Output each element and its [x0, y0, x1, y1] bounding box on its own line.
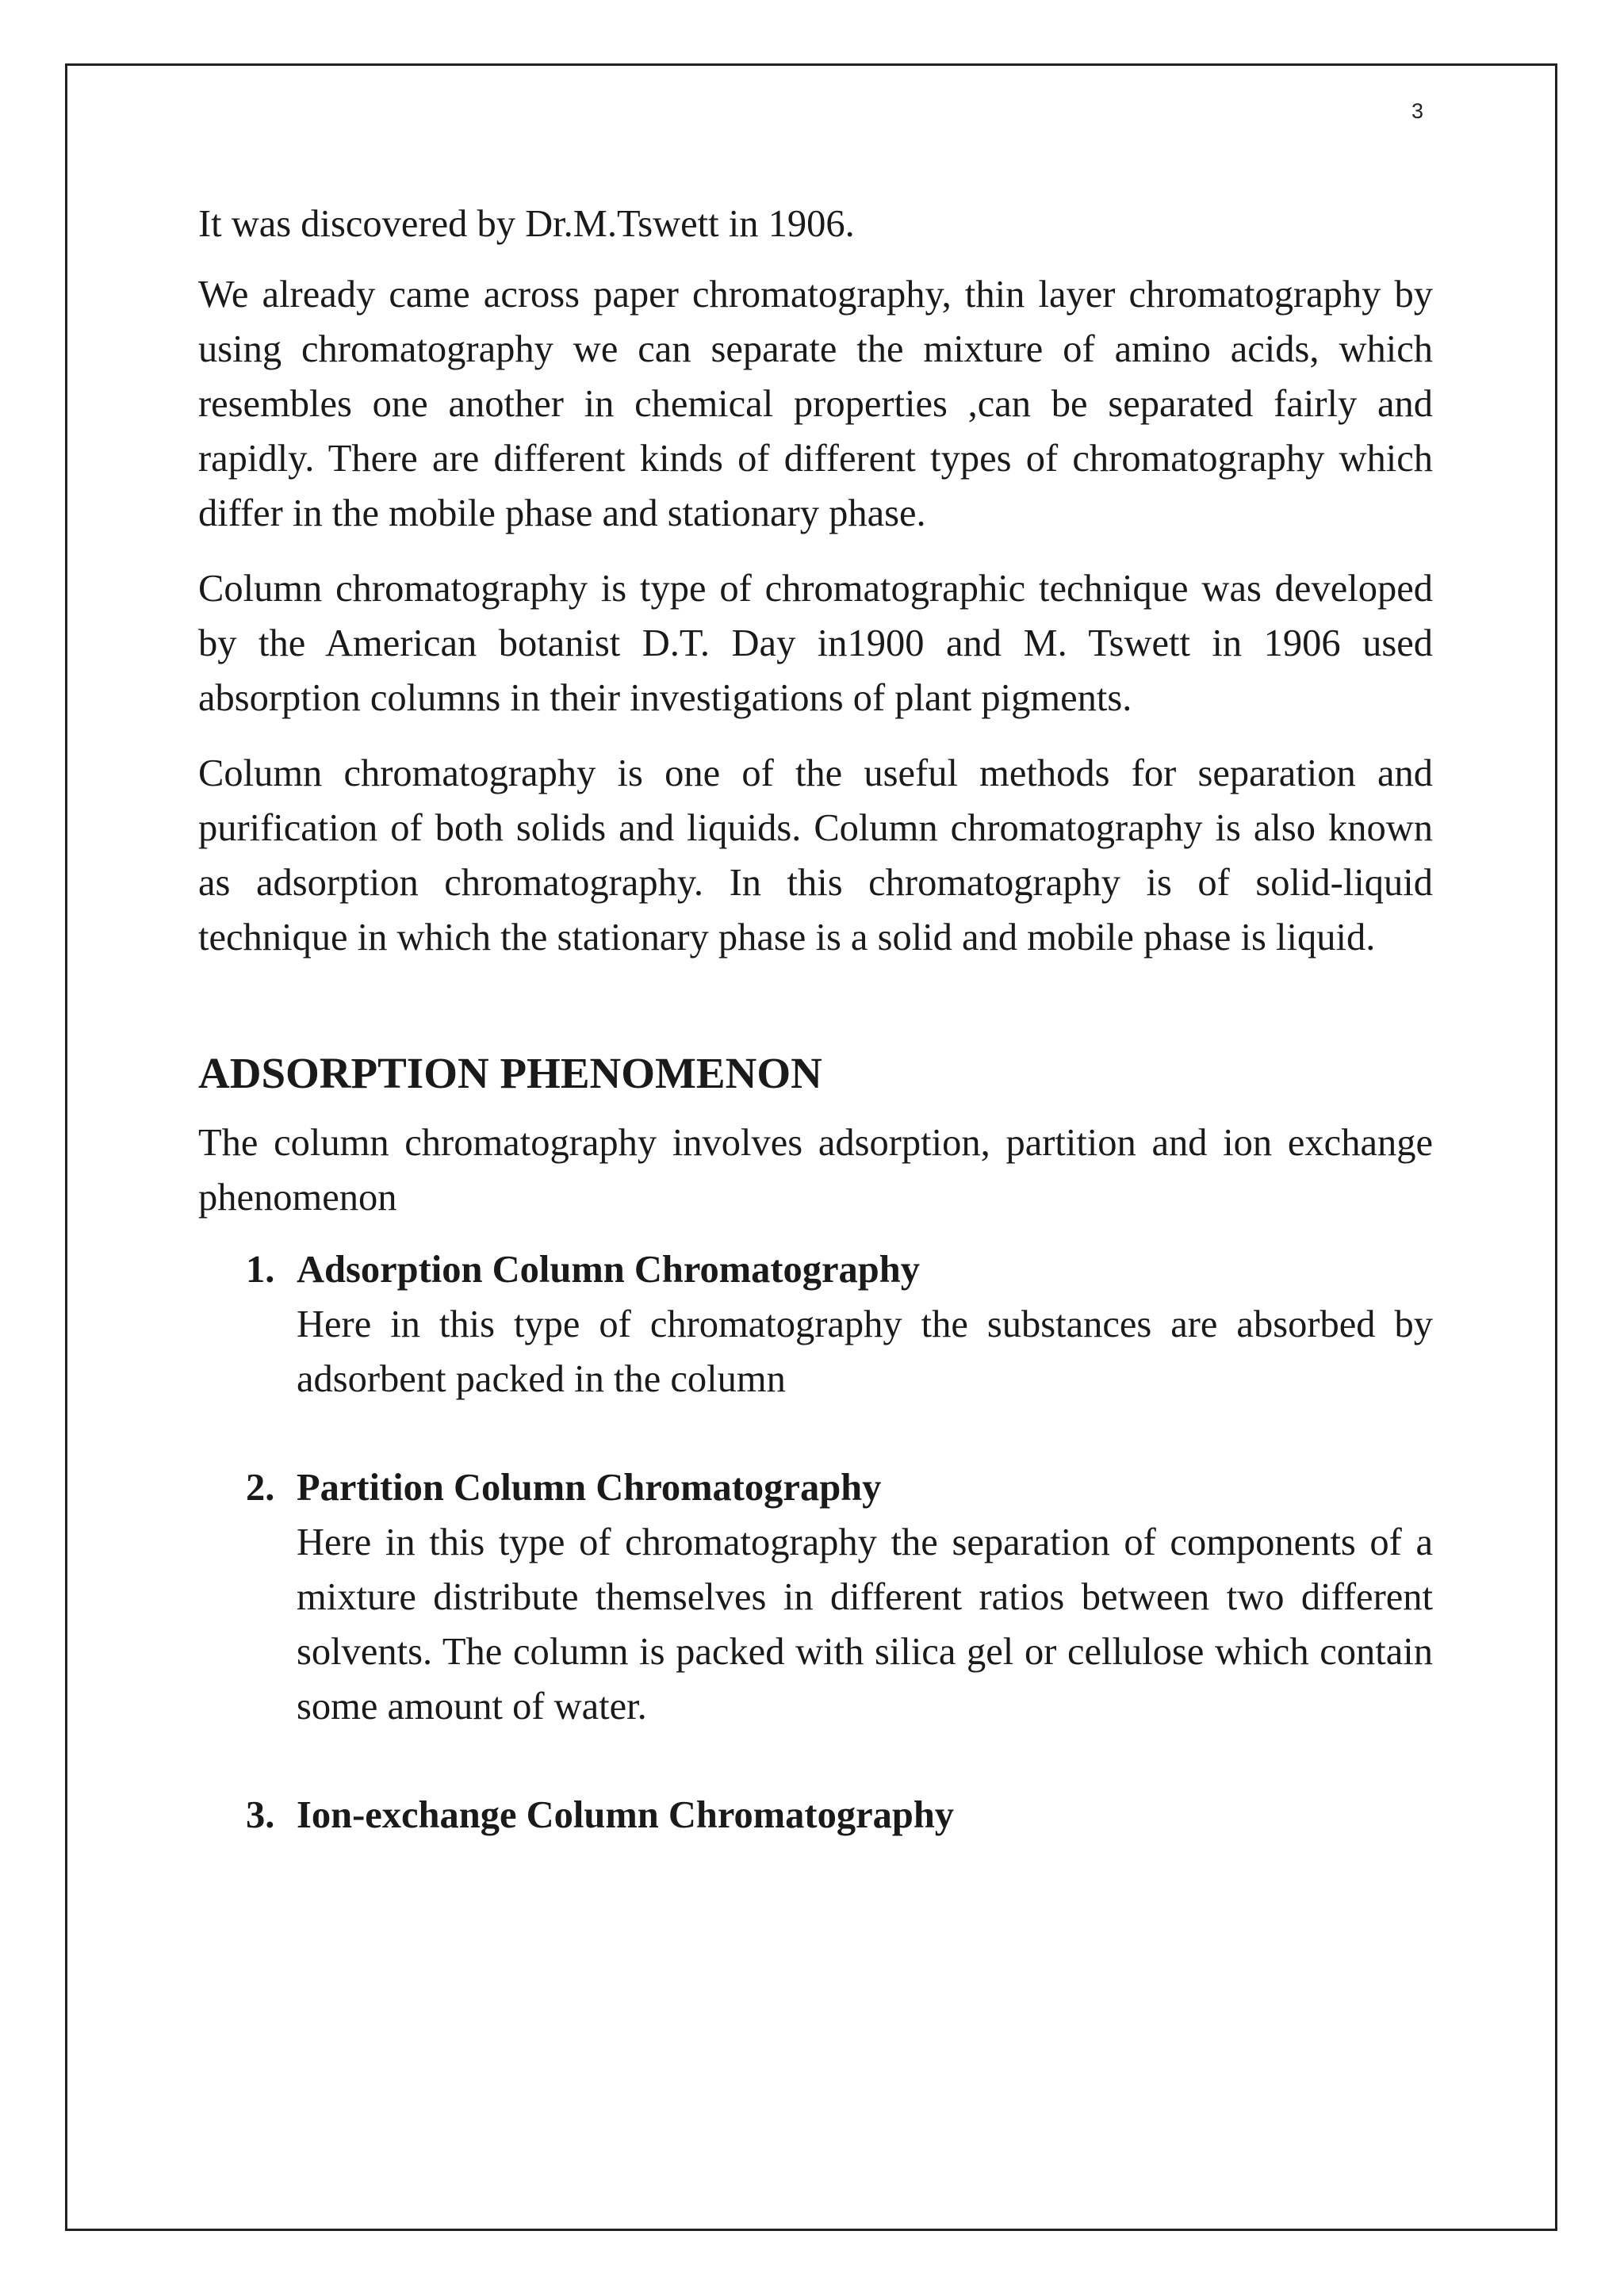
- list-item: [198, 1788, 1433, 1843]
- list-item-title: Ion-exchange Column Chromatography: [297, 1794, 955, 1836]
- document-body: [198, 197, 1433, 1843]
- paragraph-column-definition: Column chromatography is one of the useful methods for separation and purification of both solids and liquids. Column chromatography is also known as adsorption chromatography. In this chromatography is of solid-liquid technique in which the stationary phase is a solid and mobile phase is liquid.: [198, 752, 1433, 959]
- list-item-title: Adsorption Column Chromatography: [297, 1249, 920, 1291]
- list-item-description: Here in this type of chromatography the substances are absorbed by adsorbent packed in the column: [297, 1303, 1433, 1400]
- paragraph-discovery: It was discovered by Dr.M.Tswett in 1906.: [198, 203, 855, 245]
- list-item: [198, 1460, 1433, 1734]
- paragraph-chromatography-types: We already came across paper chromatography, thin layer chromatography by using chromatography we can separate the mixture of amino acids, which resembles one another in chemical properties ,can be separated fairly and rapidly. There are different kinds of different types of chromatography which differ in the mobile phase and stationary phase.: [198, 274, 1433, 534]
- list-item: [198, 1242, 1433, 1406]
- page-number: 3: [1411, 99, 1424, 123]
- list-item-title: Partition Column Chromatography: [297, 1467, 882, 1509]
- list-item-number: 1.: [246, 1249, 275, 1291]
- paragraph-column-history: Column chromatography is type of chromatographic technique was developed by the American botanist D.T. Day in1900 and M. Tswett in 1906 used absorption columns in their investigations of plant pigments.: [198, 568, 1433, 719]
- list-item-description: Here in this type of chromatography the separation of components of a mixture distribute themselves in different ratios between two different solvents. The column is packed with silica gel or cellulose which contain some amount of water.: [297, 1521, 1433, 1728]
- section-heading: ADSORPTION PHENOMENON: [198, 1049, 822, 1097]
- list-item-number: 2.: [246, 1467, 275, 1509]
- list-item-number: 3.: [246, 1794, 275, 1836]
- chromatography-type-list: [198, 1242, 1433, 1843]
- section-intro: The column chromatography involves adsorption, partition and ion exchange phenomenon: [198, 1122, 1433, 1219]
